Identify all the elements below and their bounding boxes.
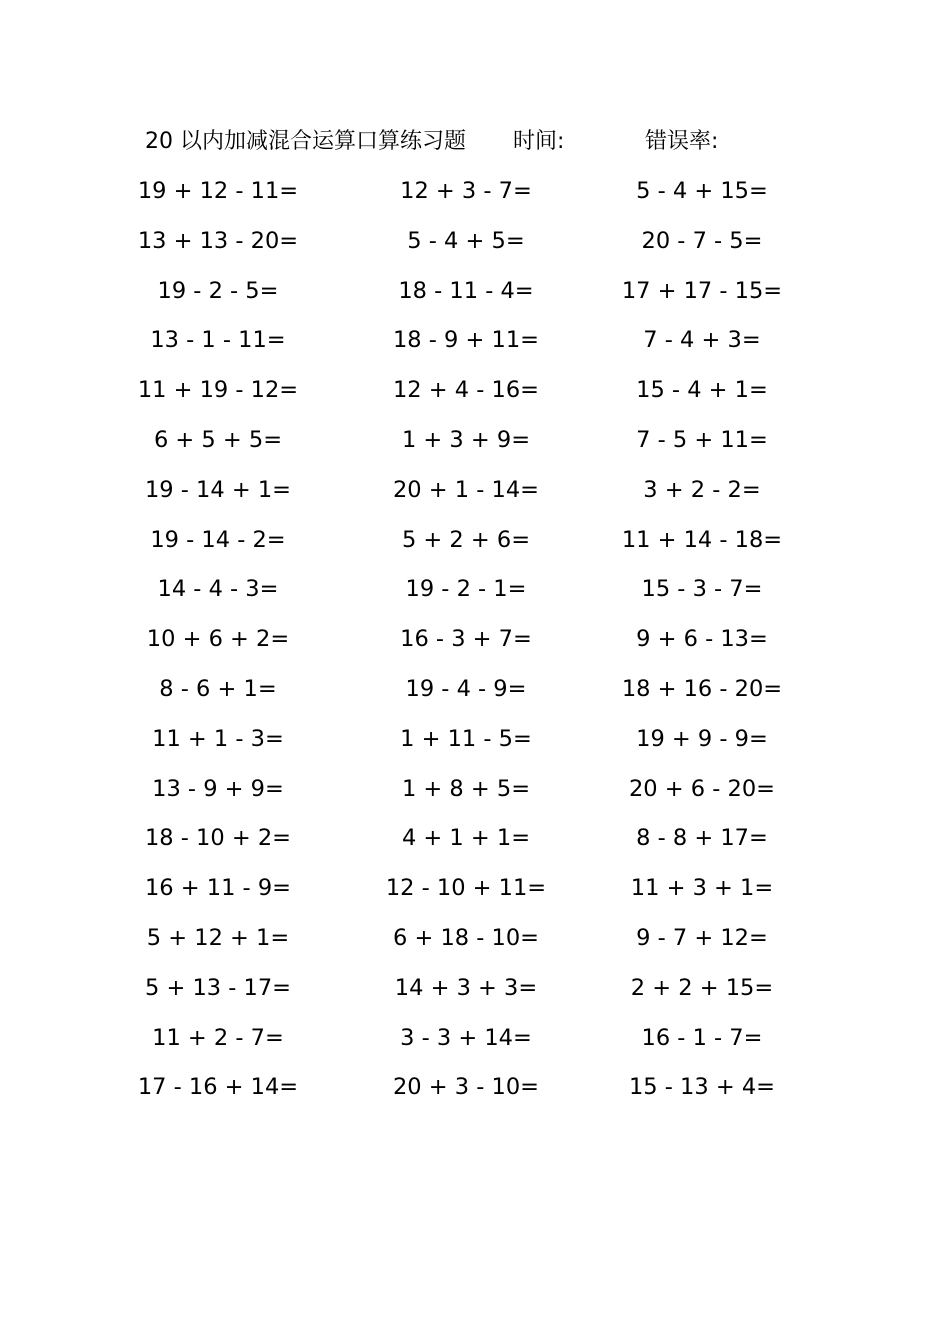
problem-item: 20 + 1 - 14= bbox=[392, 476, 539, 503]
problem-item: 18 - 11 - 4= bbox=[398, 277, 534, 304]
problem-item: 6 + 18 - 10= bbox=[392, 924, 539, 951]
problem-row bbox=[0, 272, 950, 322]
problem-item: 3 - 3 + 14= bbox=[400, 1024, 532, 1051]
problem-item: 12 + 3 - 7= bbox=[400, 178, 532, 204]
problem-row bbox=[0, 1019, 950, 1069]
problem-row bbox=[0, 720, 950, 770]
problem-item: 14 + 3 + 3= bbox=[394, 974, 538, 1001]
problem-item: 20 + 3 - 10= bbox=[392, 1074, 539, 1101]
worksheet-title: 20 以内加减混合运算口算练习题 bbox=[145, 129, 466, 154]
problem-item: 13 + 13 - 20= bbox=[137, 227, 299, 254]
problem-item: 19 - 2 - 5= bbox=[157, 277, 279, 304]
problem-item: 13 - 1 - 11= bbox=[150, 327, 286, 354]
problem-item: 15 - 13 + 4= bbox=[628, 1074, 775, 1101]
problem-row bbox=[0, 222, 950, 272]
problem-row bbox=[0, 1068, 950, 1118]
problem-item: 19 + 9 - 9= bbox=[636, 725, 768, 752]
time-label: 时间: bbox=[513, 129, 565, 154]
problem-row bbox=[0, 321, 950, 371]
problem-item: 4 + 1 + 1= bbox=[401, 825, 531, 852]
problem-item: 9 + 6 - 13= bbox=[636, 626, 768, 653]
problem-item: 7 - 5 + 11= bbox=[636, 426, 768, 453]
problem-item: 1 + 3 + 9= bbox=[401, 426, 531, 453]
problem-row bbox=[0, 421, 950, 471]
problem-item: 11 + 19 - 12= bbox=[137, 377, 299, 404]
problem-row bbox=[0, 570, 950, 620]
problem-item: 18 - 10 + 2= bbox=[144, 825, 291, 852]
problem-item: 15 - 4 + 1= bbox=[636, 377, 768, 404]
problem-row bbox=[0, 670, 950, 720]
problem-row bbox=[0, 521, 950, 571]
problem-item: 19 - 2 - 1= bbox=[405, 576, 527, 603]
problem-item: 12 - 10 + 11= bbox=[385, 875, 547, 902]
problem-item: 2 + 2 + 15= bbox=[630, 974, 774, 1001]
problem-item: 19 + 12 - 11= bbox=[137, 178, 299, 204]
problem-item: 14 - 4 - 3= bbox=[157, 576, 279, 603]
problem-row bbox=[0, 172, 950, 222]
problem-item: 11 + 2 - 7= bbox=[152, 1024, 284, 1051]
problem-item: 13 - 9 + 9= bbox=[152, 775, 284, 802]
problem-item: 17 + 17 - 15= bbox=[621, 277, 783, 304]
problem-item: 9 - 7 + 12= bbox=[636, 924, 768, 951]
worksheet-header bbox=[145, 124, 805, 160]
problem-item: 8 - 8 + 17= bbox=[636, 825, 768, 852]
problem-item: 6 + 5 + 5= bbox=[153, 426, 283, 453]
problem-item: 20 + 6 - 20= bbox=[628, 775, 775, 802]
problem-item: 1 + 8 + 5= bbox=[401, 775, 531, 802]
problem-row bbox=[0, 819, 950, 869]
problem-item: 3 + 2 - 2= bbox=[643, 476, 761, 503]
problem-grid bbox=[0, 172, 950, 1118]
problem-item: 7 - 4 + 3= bbox=[643, 327, 761, 354]
problem-item: 11 + 14 - 18= bbox=[621, 526, 783, 553]
problem-row bbox=[0, 919, 950, 969]
problem-item: 5 + 2 + 6= bbox=[401, 526, 531, 553]
problem-item: 20 - 7 - 5= bbox=[641, 227, 763, 254]
problem-item: 1 + 11 - 5= bbox=[400, 725, 532, 752]
problem-item: 5 + 13 - 17= bbox=[144, 974, 291, 1001]
problem-item: 19 - 14 - 2= bbox=[150, 526, 286, 553]
problem-row bbox=[0, 770, 950, 820]
problem-item: 10 + 6 + 2= bbox=[146, 626, 290, 653]
problem-row bbox=[0, 869, 950, 919]
problem-item: 5 + 12 + 1= bbox=[146, 924, 290, 951]
problem-item: 19 - 4 - 9= bbox=[405, 675, 527, 702]
problem-item: 16 - 3 + 7= bbox=[400, 626, 532, 653]
problem-row bbox=[0, 471, 950, 521]
problem-item: 5 - 4 + 15= bbox=[636, 178, 768, 204]
problem-row bbox=[0, 371, 950, 421]
problem-row bbox=[0, 969, 950, 1019]
problem-item: 16 - 1 - 7= bbox=[641, 1024, 763, 1051]
problem-item: 8 - 6 + 1= bbox=[159, 675, 277, 702]
problem-item: 16 + 11 - 9= bbox=[144, 875, 291, 902]
problem-item: 17 - 16 + 14= bbox=[137, 1074, 299, 1101]
error-rate-label: 错误率: bbox=[645, 129, 719, 154]
problem-item: 18 - 9 + 11= bbox=[392, 327, 539, 354]
problem-row bbox=[0, 620, 950, 670]
problem-item: 15 - 3 - 7= bbox=[641, 576, 763, 603]
problem-item: 11 + 3 + 1= bbox=[630, 875, 774, 902]
problem-item: 18 + 16 - 20= bbox=[621, 675, 783, 702]
problem-item: 5 - 4 + 5= bbox=[407, 227, 525, 254]
problem-item: 19 - 14 + 1= bbox=[144, 476, 291, 503]
problem-item: 11 + 1 - 3= bbox=[152, 725, 284, 752]
problem-item: 12 + 4 - 16= bbox=[392, 377, 539, 404]
